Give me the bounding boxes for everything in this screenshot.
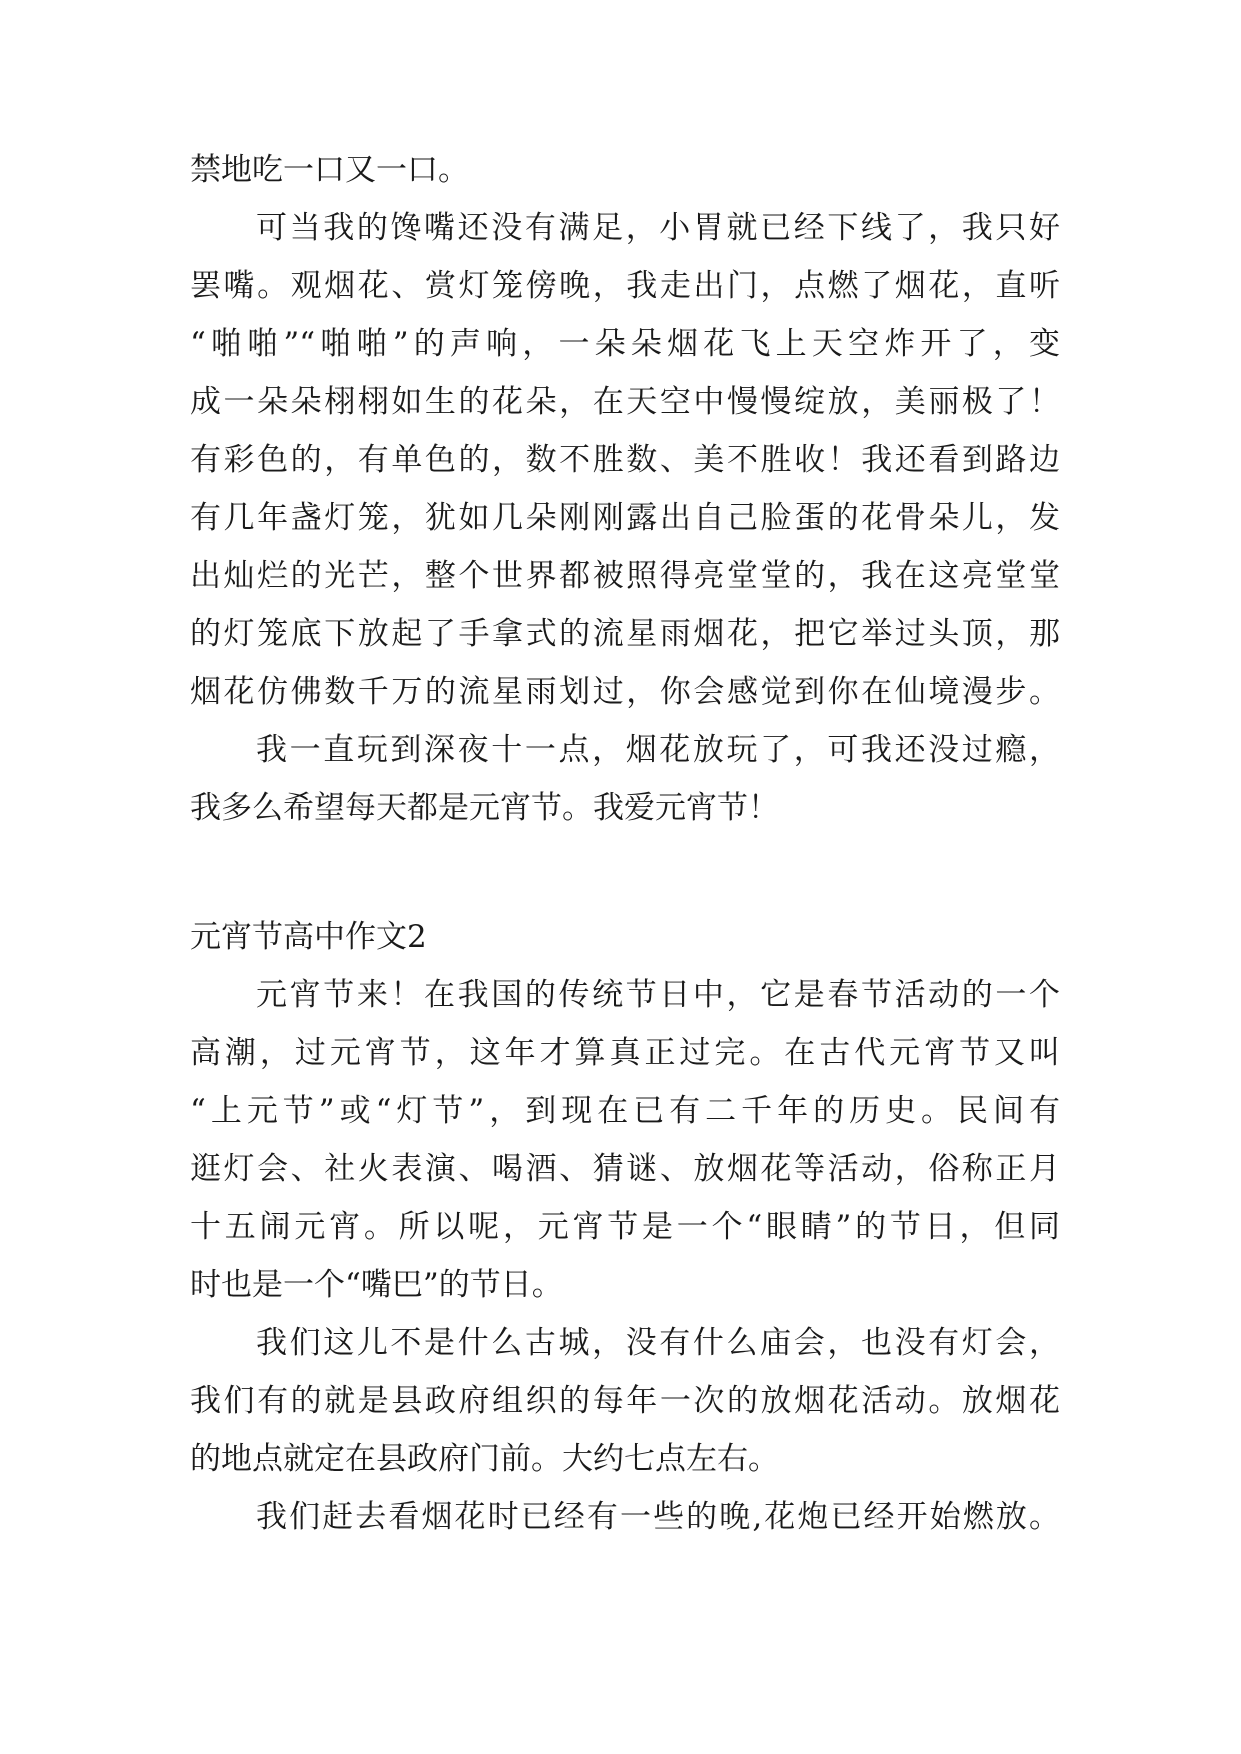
text-line: “啪啪”“啪啪”的声响，一朵朵烟花飞上天空炸开了，变	[190, 326, 1060, 362]
text-line: 时也是一个“嘴巴”的节日。	[190, 1267, 563, 1303]
text-line: 有彩色的，有单色的，数不胜数、美不胜收！我还看到路边	[190, 442, 1060, 478]
text-line: 禁地吃一口又一口。	[190, 152, 469, 188]
text-line: 可当我的馋嘴还没有满足，小胃就已经下线了，我只好	[256, 210, 1060, 246]
text-line: 的地点就定在县政府门前。大约七点左右。	[190, 1441, 779, 1477]
text-line: 的灯笼底下放起了手拿式的流星雨烟花，把它举过头顶，那	[190, 616, 1060, 652]
text-line: 逛灯会、社火表演、喝酒、猜谜、放烟花等活动，俗称正月	[190, 1151, 1060, 1187]
text-line: 十五闹元宵。所以呢，元宵节是一个“眼睛”的节日，但同	[190, 1209, 1060, 1245]
section-heading: 元宵节高中作文2	[190, 919, 427, 955]
text-line: 我们赶去看烟花时已经有一些的晚,花炮已经开始燃放。	[256, 1499, 1060, 1535]
text-line: 我多么希望每天都是元宵节。我爱元宵节！	[190, 790, 779, 826]
text-line: 元宵节来！在我国的传统节日中，它是春节活动的一个	[256, 977, 1060, 1013]
text-line: 出灿烂的光芒，整个世界都被照得亮堂堂的，我在这亮堂堂	[190, 558, 1060, 594]
text-line: 高潮，过元宵节，这年才算真正过完。在古代元宵节又叫	[190, 1035, 1060, 1071]
text-line: 有几年盏灯笼，犹如几朵刚刚露出自己脸蛋的花骨朵儿，发	[190, 500, 1060, 536]
text-line: 我们这儿不是什么古城，没有什么庙会，也没有灯会，	[256, 1325, 1060, 1361]
text-line: 我们有的就是县政府组织的每年一次的放烟花活动。放烟花	[190, 1383, 1060, 1419]
text-line: 罢嘴。观烟花、赏灯笼傍晚，我走出门，点燃了烟花，直听	[190, 268, 1060, 304]
text-line: “上元节”或“灯节”，到现在已有二千年的历史。民间有	[190, 1093, 1060, 1129]
text-line: 成一朵朵栩栩如生的花朵，在天空中慢慢绽放，美丽极了！	[190, 384, 1060, 420]
text-line: 烟花仿佛数千万的流星雨划过，你会感觉到你在仙境漫步。	[190, 674, 1060, 710]
text-line: 我一直玩到深夜十一点，烟花放玩了，可我还没过瘾，	[256, 732, 1060, 768]
